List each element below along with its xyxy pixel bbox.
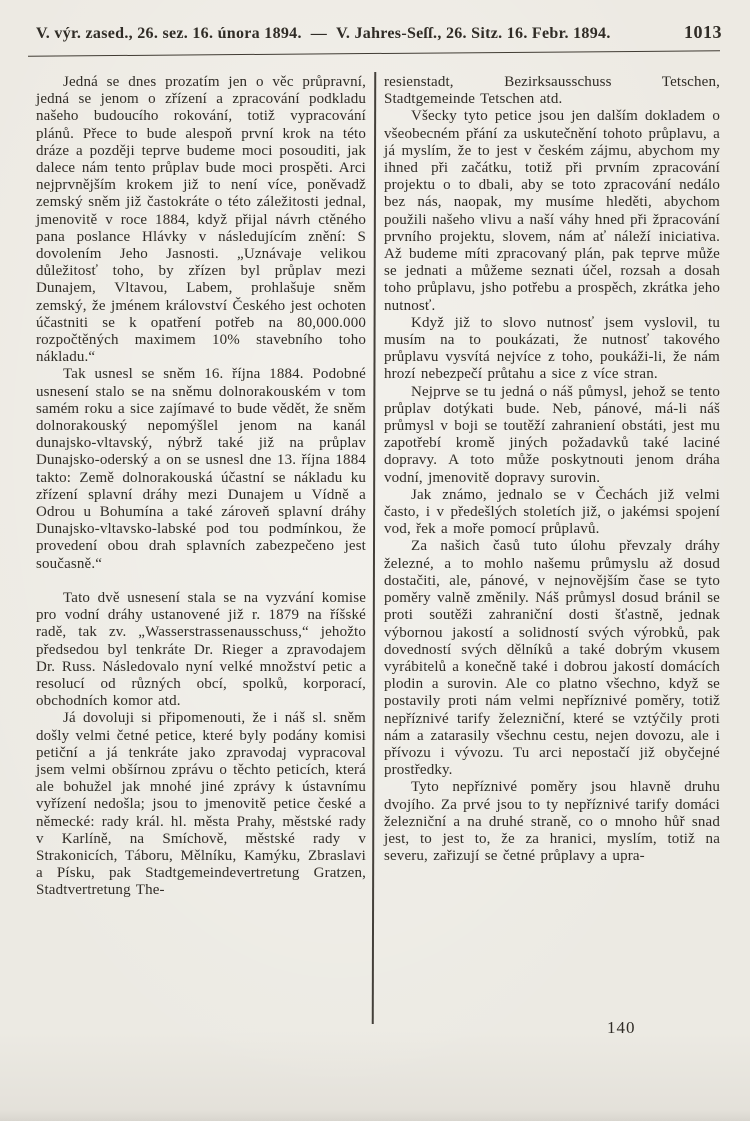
session-title-czech: V. výr. zased., 26. sez. 16. února 1894. xyxy=(36,25,302,42)
page-number: 1013 xyxy=(684,22,722,42)
session-title-german: V. Jahres-Seſſ., 26. Sitz. 16. Febr. 1894. xyxy=(336,25,611,42)
page-header xyxy=(36,22,722,43)
left-column xyxy=(36,74,366,900)
session-title-separator: — xyxy=(310,25,328,42)
session-title xyxy=(36,25,611,43)
paragraph: Tak usnesl se sněm 16. října 1884. Podobné usnesení stalo se na sněmu dolnorakouském v tom samém roku a sice zajímavé to bude vědět, že sněm dolnorakouský nepomýšlel jenom na kanál dunajsko-vltavský, nýbrž také již na průplav Dunajsko-oderský a on se usnesl dne 13. října 1884 takto: Země dolnorakouská účastní se nákladu ku zřízení splavní dráhy mezi Dunajem u Vídně a Odrou u Bohumína a také zároveň splavní dráhy Dunajsko-vltavsko-labské pod tou podmínkou, že provedení obou drah splavních zabezpečeno jest současně.“ xyxy=(36,366,366,572)
paragraph: Všecky tyto petice jsou jen dalším dokladem o všeobecném přání za uskutečnění tohoto průplavu, a já myslím, že to jest v českém zájmu, abychom my ihned při začátku, totiž při prvním zpracování projektu o to dbali, aby se toto zpracování nedálo bez nás, naopak, my musíme hleděti, abychom použili našeho vlivu a naší váhy hned při žpracování prvního projektu, slovem, nám ať náleží iniciativa. Až budeme míti zpracovaný plán, pak teprve může se jednati a můžeme seznati účel, rozsah a dosah toho průplavu, jsho potřebu a prospěch, zkrátka jeho nutnosť. xyxy=(384,108,720,314)
column-divider xyxy=(372,72,376,1024)
paragraph: Jak známo, jednalo se v Čechách již velmi často, i v předešlých stoletích již, o jakémsi spojení vod, řek a moře pomocí průplavů. xyxy=(384,486,720,538)
paragraph: Nejprve se tu jedná o náš půmysl, jehož se tento průplav dotýkati bude. Neb, pánové, má-li náš průmysl v boji se toutěží zahraniení obstáti, jest mu zapotřebí kromě jiných požadavků také laciné dopravy. A toto může poskytnouti jenom dráha vodní, jmenovitě dopravy surovin. xyxy=(384,383,720,486)
paragraph: Jedná se dnes prozatím jen o věc průpravní, jedná se jenom o zřízení a zpracování podkladu našeho budoucího rokování, totiž vypracování plánů. Přece to bude alespoň první krok na této dráze a později teprve budeme moci posouditi, jak dalece nám tento průplav bude moci prospěti. Arci nejprvnějším krokem již to není více, poněvadž zemský sněm již častokráte o této záležitosti jednal, jmenovitě v roce 1884, když přijal návrh ctěného pana poslance Hlávky v následujícím znění: S dovolením Jeho Jasnosti. „Uznávaje velikou důležitosť toho, by zřízen byl průplav mezi Dunajem, Vltavou, Labem, prohlašuje sněm zemský, že jménem království Českého jest ochoten účastniti se k opatření potřeb na 80,000.000 rozpočtěných maximem 10% stavebního toho nákladu.“ xyxy=(36,74,366,366)
paragraph: Tato dvě usnesení stala se na vyzvání komise pro vodní dráhy ustanovené již r. 1879 na říšské radě, tak zv. „Wasserstrassenausschuss,“ jehožto předsedou byl tenkráte Dr. Rieger a zpravodajem Dr. Russ. Následovalo nyní velké množství petic a resolucí od různých obcí, spolků, korporací, obchodních komor atd. xyxy=(36,589,366,710)
right-column xyxy=(384,74,720,865)
paragraph: Když již to slovo nutnosť jsem vyslovil, tu musím na to poukázati, že nutnosť takového průplavu vysvítá nejvíce z toho, poukáži-li, že nám hrozí nebezpečí průtahu a sice z více stran. xyxy=(384,314,720,383)
header-rule xyxy=(28,50,720,56)
paragraph: Tyto nepříznivé poměry jsou hlavně druhu dvojího. Za prvé jsou to ty nepříznivé tarify domáci železniční a na druhé straně, co o mnoho hůř snad jest, to jest to, že za hranici, myslím, totiž na severu, zařizují se četné průplavy a upra- xyxy=(384,779,720,865)
paragraph: Za našich časů tuto úlohu převzaly dráhy železné, a to mohlo našemu průmyslu až dosud dostačiti, ale, pánové, v nejnovějším čase se tyto poměry valně změnily. Náš průmysl dosud bránil se proti soutěži zahraniční dosti šťastně, jednak výbornou jakostí a solidností svých výrobků, pak dovedností svých dělníků a také dobrým vkusem vyrábitelů a konečně také i dobrou jakostí domácích plodin a surovin. Ale co platno všechno, když se postavily proti nám velmi nepříznivé poměry, totiž nepříznivé tarify železniční, které se vztýčily proti nám a zatarasily všechnu cestu, nejen dovozu, ale i přívozu i vývozu. Tu arci nepostačí již obyčejné prostředky. xyxy=(384,538,720,779)
sheet-number: 140 xyxy=(607,1018,636,1037)
paragraph: resienstadt, Bezirksausschuss Tetschen, Stadtgemeinde Tetschen atd. xyxy=(384,74,720,108)
paragraph: Já dovoluji si připomenouti, že i náš sl. sněm došly velmi četné petice, které byly podány komisi petiční a já tenkráte jako zpravodaj vypracoval jsem velmi obšírnou zprávu o těchto peticích, která ale bohužel jak mnohé jiné zprávy k ústavnímu vyřízení nedošla; jsou to jmenovitě petice české a německé: rady král. hl. města Prahy, městské rady v Karlíně, na Smíchově, městské rady v Strakonicích, Táboru, Mělníku, Kamýku, Zbraslavi a Písku, pak Stadtgemeindevertretung Gratzen, Stadtvertretung The- xyxy=(36,710,366,899)
